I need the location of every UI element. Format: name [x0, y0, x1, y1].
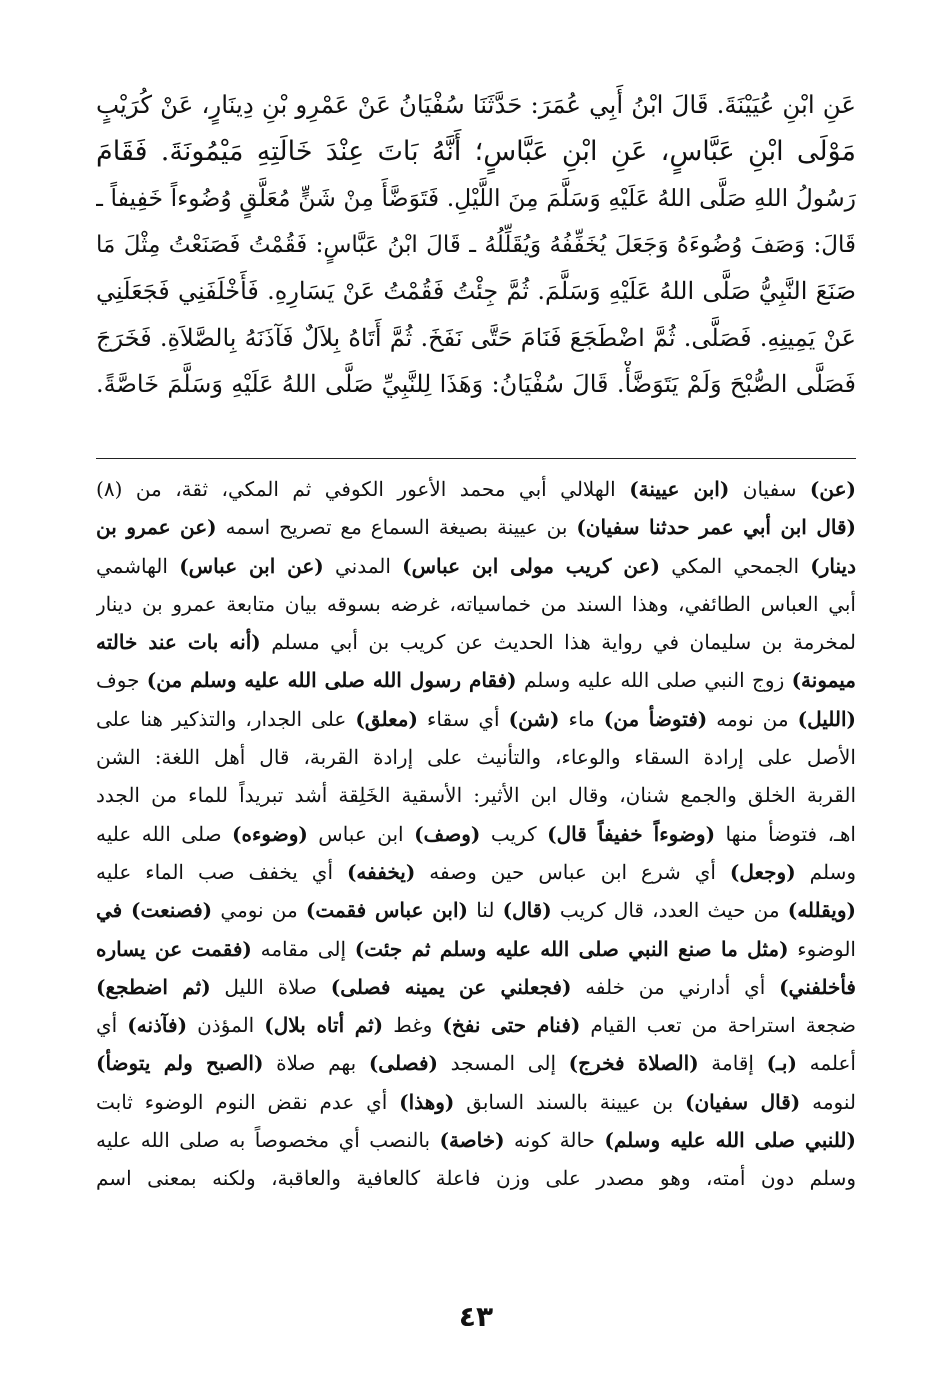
text-segment: القربة الخلق والجمع شنان، وقال ابن الأثير: الأسقية الخَلِقة أشد تبريداً للماء من الجدد	[96, 783, 856, 808]
text-segment: لنا	[468, 898, 503, 923]
hadith-line: قَالَ: وَصَفَ وُضُوءَهُ وَجَعَلَ يُخَفِّفُهُ وَيُقَلِّلُهُ ـ قَالَ ابْنُ عَبَّاسٍ: فَقُمْتُ فَصَنَعْتُ مِثْلَ مَا	[96, 231, 856, 258]
text-segment: كريب	[480, 821, 548, 846]
bold-quote-segment: (فقام رسول الله صلى الله عليه وسلم من)	[146, 668, 517, 693]
text-segment: ابن عباس	[307, 821, 415, 846]
text-segment: أي شرع ابن عباس حين وصفه	[415, 859, 730, 884]
text-segment: إقامة	[698, 1051, 767, 1076]
text-segment: من نومي	[212, 898, 306, 923]
hadith-line: فَصَلَّى الصُّبْحَ وَلَمْ يَتَوَضَّأْ. قَالَ سُفْيَانُ: وَهَذَا لِلنَّبِيِّ صَلَّى اللهُ عَلَيْهِ وَسَلَّمَ خَاصَّةً.	[96, 370, 856, 398]
bold-quote-segment: (وهذا)	[399, 1089, 455, 1114]
bold-quote-segment: (للنبي صلى الله عليه وسلم)	[604, 1128, 856, 1153]
bold-quote-segment: (الصبح ولم يتوضأ)	[96, 1051, 264, 1076]
text-segment: وسلم دون أمته، وهو مصدر على وزن فاعلة كالعافية والعاقبة، ولكنه بمعنى اسم	[96, 1166, 856, 1191]
text-segment: لمخرمة بن سليمان في رواية هذا الحديث عن كريب بن أبي مسلم	[260, 630, 856, 655]
text-segment: الهاشمي	[96, 553, 180, 578]
commentary-line	[96, 585, 856, 623]
text-segment: حالة كونه	[504, 1128, 605, 1153]
text-segment: بن عيينة بالسند السابق	[454, 1089, 686, 1114]
bold-quote-segment: (الصلاة فخرج)	[568, 1051, 699, 1076]
text-segment: من حيث العدد، قال كريب	[551, 898, 788, 923]
text-segment: المؤذن	[187, 1013, 265, 1038]
hadith-line: صَنَعَ النَّبِيُّ صَلَّى اللهُ عَلَيْهِ وَسَلَّمَ. ثُمَّ جِئْتُ فَقُمْتُ عَنْ يَسَارِهِ. فَأَخْلَفَنِي فَجَعَلَنِي	[96, 277, 856, 305]
text-segment: أي سقاء	[417, 706, 509, 731]
text-segment: أي عدم نقض النوم الوضوء ثابت	[96, 1089, 400, 1114]
bold-quote-segment: (وجعل)	[729, 859, 796, 884]
bold-quote-segment: دينار)	[810, 553, 856, 578]
hadith-line: عَنِ ابْنِ عُيَيْنَةَ. قَالَ ابْنُ أَبِي عُمَرَ: حَدَّثَنَا سُفْيَانُ عَنْ عَمْرِو بْنِ دِينَارٍ، عَنْ كُرَيْبٍ	[96, 90, 856, 119]
bold-quote-segment: (فتوضأ من)	[603, 706, 708, 731]
commentary-line	[96, 1044, 856, 1082]
hadith-line: عَنْ يَمِينِهِ. فَصَلَّى. ثُمَّ اضْطَجَعَ فَنَامَ حَتَّى نَفَخَ. ثُمَّ أَتَاهُ بِلاَلٌ فَآذَنَهُ بِالصَّلاَةِ. فَخَرَجَ	[96, 323, 856, 352]
bold-quote-segment: (ويقلله)	[787, 898, 856, 923]
bold-quote-segment: (ثم اضطجع)	[96, 974, 211, 999]
text-segment: إلى مقامه	[251, 936, 355, 961]
text-segment: الجمحي المكي	[659, 553, 811, 578]
bold-quote-segment: (فصنعت) في	[96, 898, 213, 923]
separator-rule	[96, 458, 856, 459]
text-segment: الوضوء	[788, 936, 856, 961]
commentary-line	[96, 815, 856, 853]
bold-quote-segment: (عن)	[809, 477, 856, 501]
bold-quote-segment: (شن)	[508, 706, 560, 731]
commentary-line	[96, 508, 856, 546]
bold-quote-segment: (ثم أتاه بلال)	[264, 1013, 384, 1038]
page-number: ٤٣	[458, 1300, 494, 1333]
bold-quote-segment: (عن ابن عباس)	[179, 553, 324, 578]
bold-quote-segment: (ابن عباس فقمت)	[305, 898, 469, 923]
text-segment: الهلالي أبي محمد الأعور الكوفي ثم المكي، ثقة، من (٨)	[96, 477, 630, 501]
hadith-line: رَسُولُ اللهِ صَلَّى اللهُ عَلَيْهِ وَسَلَّمَ مِنَ اللَّيْلِ. فَتَوَضَّأَ مِنْ شَنٍّ مُعَلَّقٍ وُضُوءاً خَفِيفاً ـ	[96, 184, 856, 212]
commentary-line	[96, 968, 856, 1006]
bold-quote-segment: (وضوءاً خفيفاً قال)	[547, 821, 716, 846]
bold-quote-segment: ميمونة)	[791, 668, 856, 693]
text-segment: سفيان	[729, 477, 810, 501]
text-segment: بهم صلاة	[263, 1051, 369, 1076]
text-segment: جوف	[96, 668, 147, 693]
bold-quote-segment: فأخلفني)	[779, 974, 856, 999]
bold-quote-segment: (بـ)	[766, 1051, 797, 1076]
text-segment: صلى الله عليه	[96, 821, 233, 846]
bold-quote-segment: (فآذنه)	[127, 1013, 188, 1038]
text-segment: المدني	[323, 553, 403, 578]
commentary-line	[96, 661, 856, 699]
commentary-line	[96, 930, 856, 968]
bold-quote-segment: (عن كريب مولى ابن عباس)	[402, 553, 660, 578]
commentary-line	[96, 776, 856, 814]
text-segment: لنومه	[800, 1089, 856, 1114]
bold-quote-segment: (معلق)	[355, 706, 418, 731]
commentary-line	[96, 1083, 856, 1121]
text-segment: ضجعة استراحة من تعب القيام	[580, 1013, 856, 1038]
text-segment: الأصل على إرادة السقاء والوعاء، والتأنيث على إرادة القربة، قال أهل اللغة: الشن	[96, 745, 856, 770]
text-segment: زوج النبي صلى الله عليه وسلم	[516, 668, 792, 693]
bold-quote-segment: (مثل ما صنع النبي صلى الله عليه وسلم ثم جئت)	[354, 936, 789, 961]
bold-quote-segment: (فصلى)	[368, 1051, 438, 1076]
text-segment: أي أدارني من خلفه	[571, 974, 780, 999]
text-segment: إلى المسجد	[437, 1051, 569, 1076]
bold-quote-segment: (الليل)	[797, 706, 856, 731]
commentary-line	[96, 1006, 856, 1044]
bold-quote-segment: (أنه بات عند خالته	[96, 630, 261, 655]
commentary-line	[96, 738, 856, 776]
bold-quote-segment: (عن عمرو بن	[96, 515, 217, 540]
commentary-line	[96, 891, 856, 929]
commentary-line	[96, 623, 856, 661]
text-segment: اهـ، فتوضأ منها	[715, 821, 856, 846]
bold-quote-segment: (قال سفيان)	[685, 1089, 801, 1114]
bold-quote-segment: (فنام حتى نفخ)	[442, 1013, 581, 1038]
commentary-line	[96, 1159, 856, 1197]
commentary-line	[96, 700, 856, 738]
bold-quote-segment: (فقمت عن يساره	[96, 936, 252, 961]
text-segment: بالنصب أي مخصوصاً به صلى الله عليه	[96, 1128, 440, 1153]
text-segment: أي	[96, 1013, 128, 1038]
bold-quote-segment: (فجعلني عن يمينه فصلى)	[330, 974, 572, 999]
text-segment: من نومه	[707, 706, 798, 731]
commentary-line	[96, 470, 856, 508]
text-segment: وغط	[383, 1013, 443, 1038]
text-segment: على الجدار، والتذكير هنا على	[96, 706, 356, 731]
commentary-text	[96, 470, 856, 1198]
bold-quote-segment: (وصف)	[414, 821, 481, 846]
text-segment: أي يخفف صب الماء عليه	[96, 859, 347, 884]
bold-quote-segment: (قال)	[502, 898, 552, 923]
bold-quote-segment: (ابن عيينة)	[629, 477, 730, 501]
text-segment: صلاة الليل	[210, 974, 331, 999]
text-segment: ماء	[559, 706, 604, 731]
text-segment: وسلم	[795, 859, 856, 884]
bold-quote-segment: (قال ابن أبي عمر حدثنا سفيان)	[576, 515, 856, 540]
commentary-line	[96, 1121, 856, 1159]
hadith-line: مَوْلَى ابْنِ عَبَّاسٍ، عَنِ ابْنِ عَبَّاسٍ؛ أَنَّهُ بَاتَ عِنْدَ خَالَتِهِ مَيْمُونَةَ. فَقَامَ	[96, 135, 856, 167]
commentary-line	[96, 547, 856, 585]
text-segment: بن عيينة بصيغة السماع مع تصريح اسمه	[216, 515, 577, 540]
bold-quote-segment: (خاصة)	[439, 1128, 505, 1153]
text-segment: أبي العباس الطائفي، وهذا السند من خماسياته، غرضه بسوقه بيان متابعة عمرو بن دينار	[96, 591, 856, 616]
hadith-text	[96, 82, 856, 408]
bold-quote-segment: (وضوءه)	[232, 821, 308, 846]
commentary-line	[96, 853, 856, 891]
bold-quote-segment: (يخففه)	[346, 859, 416, 884]
text-segment: أعلمه	[796, 1051, 856, 1076]
